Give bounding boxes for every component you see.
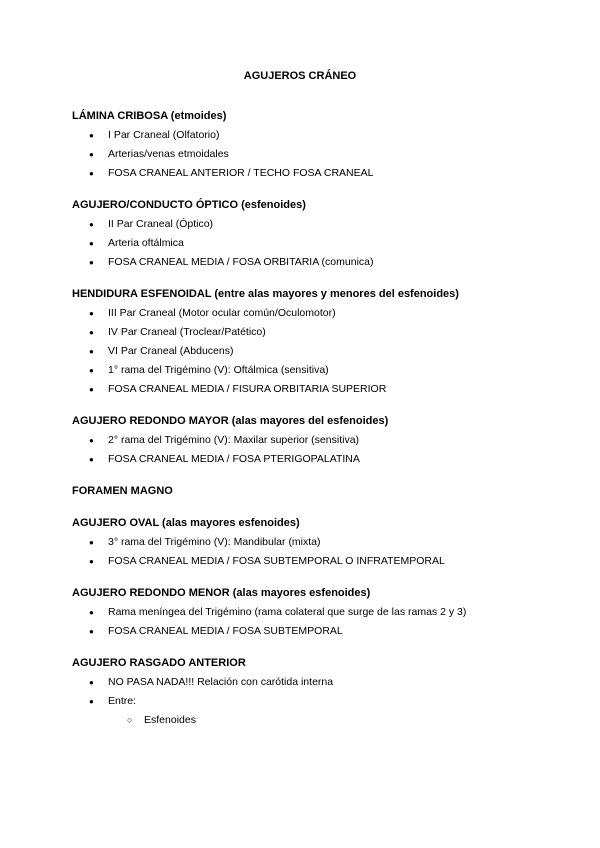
list-item: ● Rama meníngea del Trigémino (rama colateral que surge de las ramas 2 y 3) — [72, 605, 560, 620]
list-item: ● II Par Craneal (Óptico) — [72, 217, 560, 232]
section-agujero-oval — [72, 516, 560, 569]
bullet-list — [72, 433, 560, 467]
list-item: ● 2° rama del Trigémino (V): Maxilar superior (sensitiva) — [72, 433, 560, 448]
bullet-list — [72, 217, 560, 270]
list-item: ● IV Par Craneal (Troclear/Patético) — [72, 325, 560, 340]
section-heading: LÁMINA CRIBOSA (etmoides) — [72, 110, 227, 122]
list-item: ● FOSA CRANEAL MEDIA / FOSA PTERIGOPALATINA — [72, 452, 560, 467]
list-item: ● FOSA CRANEAL MEDIA / FOSA SUBTEMPORAL O INFRATEMPORAL — [72, 554, 560, 569]
bullet-list — [72, 306, 560, 397]
list-item: ● Arterias/venas etmoidales — [72, 147, 560, 162]
section-rasgado-anterior — [72, 656, 560, 728]
section-heading: AGUJERO RASGADO ANTERIOR — [72, 657, 246, 669]
sub-list-item: ○ Esfenoides — [72, 713, 560, 728]
list-item: ● I Par Craneal (Olfatorio) — [72, 128, 560, 143]
section-heading: AGUJERO REDONDO MENOR (alas mayores esfenoides) — [72, 587, 371, 599]
list-item: ● III Par Craneal (Motor ocular común/Oculomotor) — [72, 306, 560, 321]
sections — [72, 109, 560, 745]
section-foramen-magno — [72, 484, 560, 499]
section-heading: FORAMEN MAGNO — [72, 485, 173, 497]
section-redondo-mayor — [72, 414, 560, 467]
list-item: ● FOSA CRANEAL ANTERIOR / TECHO FOSA CRANEAL — [72, 166, 560, 181]
page-title: AGUJEROS CRÁNEO — [243, 70, 357, 82]
list-item: ● VI Par Craneal (Abducens) — [72, 344, 560, 359]
list-item: ● FOSA CRANEAL MEDIA / FOSA ORBITARIA (comunica) — [72, 255, 560, 270]
bullet-list — [72, 675, 560, 728]
list-item: ● 1° rama del Trigémino (V): Oftálmica (sensitiva) — [72, 363, 560, 378]
section-conducto-optico — [72, 198, 560, 270]
list-item: ● FOSA CRANEAL MEDIA / FISURA ORBITARIA SUPERIOR — [72, 382, 560, 397]
section-heading: HENDIDURA ESFENOIDAL (entre alas mayores y menores del esfenoides) — [72, 288, 459, 300]
section-heading: AGUJERO OVAL (alas mayores esfenoides) — [72, 517, 300, 529]
bullet-list — [72, 605, 560, 639]
list-item: ● Entre: — [72, 694, 560, 709]
list-item: ● Arteria oftálmica — [72, 236, 560, 251]
bullet-list — [72, 128, 560, 181]
section-heading: AGUJERO/CONDUCTO ÓPTICO (esfenoides) — [72, 199, 306, 211]
section-hendidura-esfenoidal — [72, 287, 560, 397]
section-redondo-menor — [72, 586, 560, 639]
bullet-list — [72, 535, 560, 569]
list-item: ● 3° rama del Trigémino (V): Mandibular (mixta) — [72, 535, 560, 550]
section-heading: AGUJERO REDONDO MAYOR (alas mayores del esfenoides) — [72, 415, 389, 427]
list-item: ● NO PASA NADA!!! Relación con carótida interna — [72, 675, 560, 690]
list-item: ● FOSA CRANEAL MEDIA / FOSA SUBTEMPORAL — [72, 624, 560, 639]
section-lamina-cribosa — [72, 109, 560, 181]
